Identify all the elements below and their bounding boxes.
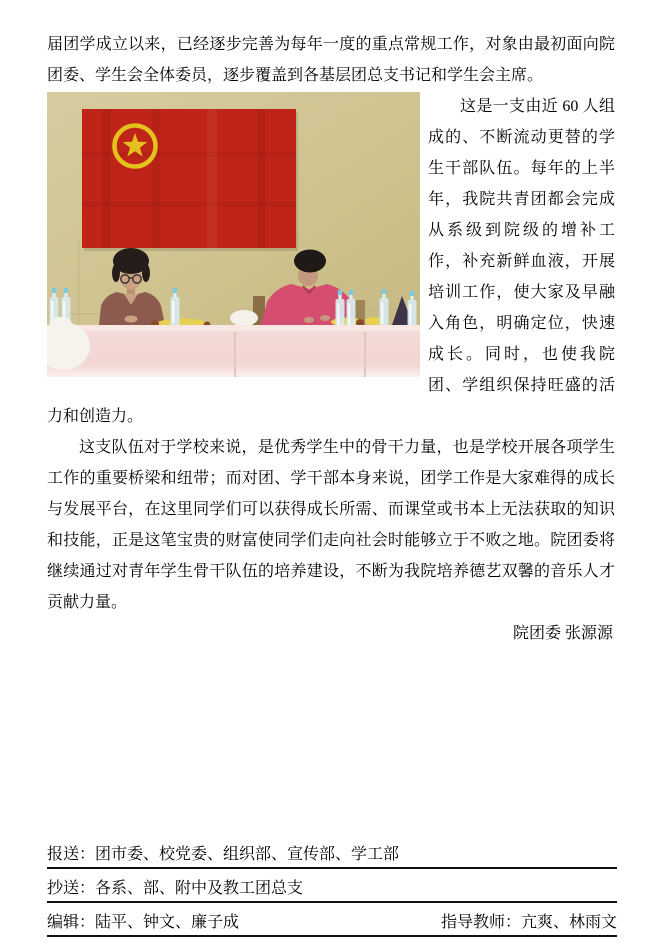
tissue — [230, 310, 258, 326]
hair — [294, 250, 326, 273]
signature: 院团委 张源源 — [512, 625, 613, 642]
meeting-photo — [47, 92, 420, 377]
paragraph-value: 这支队伍对于学校来说，是优秀学生中的骨干力量，也是学校开展各项学生工作的重要桥梁和纽带；而对团、学干部本身来说，团学工作是大家难得的成长与发展平台，在这里同学们可以获得成长所需、而课堂或书本上无法获取的知识和技能，正是这笔宝贵的财富使同学们走向社会时能够立于不败之地。院团委将继续通过对青年学生骨干队伍的培养建设，不断为我院培养德艺双馨的音乐人才贡献力量。 — [47, 439, 615, 611]
tablecloth — [47, 325, 420, 377]
footer-credits-row — [47, 903, 617, 937]
footer-copy-row — [47, 869, 617, 903]
footer-report-row — [47, 835, 617, 869]
meeting-photo-graphic — [47, 92, 420, 377]
paragraph-continuation: 届团学成立以来，已经逐步完善为每年一度的重点常规工作，对象由最初面向院团委、学生会全体委员，逐步覆盖到各基层团总支书记和学生会主席。 — [47, 36, 615, 84]
advisors-text: 指导教师：亢爽、林雨文 — [440, 914, 617, 931]
copy-to-text: 抄送：各系、部、附中及教工团总支 — [47, 880, 304, 897]
paragraph-team: 这是一支由近 60 人组成的、不断流动更替的学生干部队伍。每年的上半年，我院共青团都会完成从系级到院级的增补工作，补充新鲜血液，开展培训工作，使大家及早融入角色，明确定位，快速成长。同时，也使我院团、学组织保持旺盛的活力和创造力。 — [47, 98, 615, 425]
footer-distribution — [47, 835, 617, 937]
report-to-text: 报送：团市委、校党委、组织部、宣传部、学工部 — [47, 846, 400, 863]
youth-league-flag — [82, 109, 298, 251]
editors-text: 编辑：陆平、钟文、廉子成 — [47, 914, 240, 931]
